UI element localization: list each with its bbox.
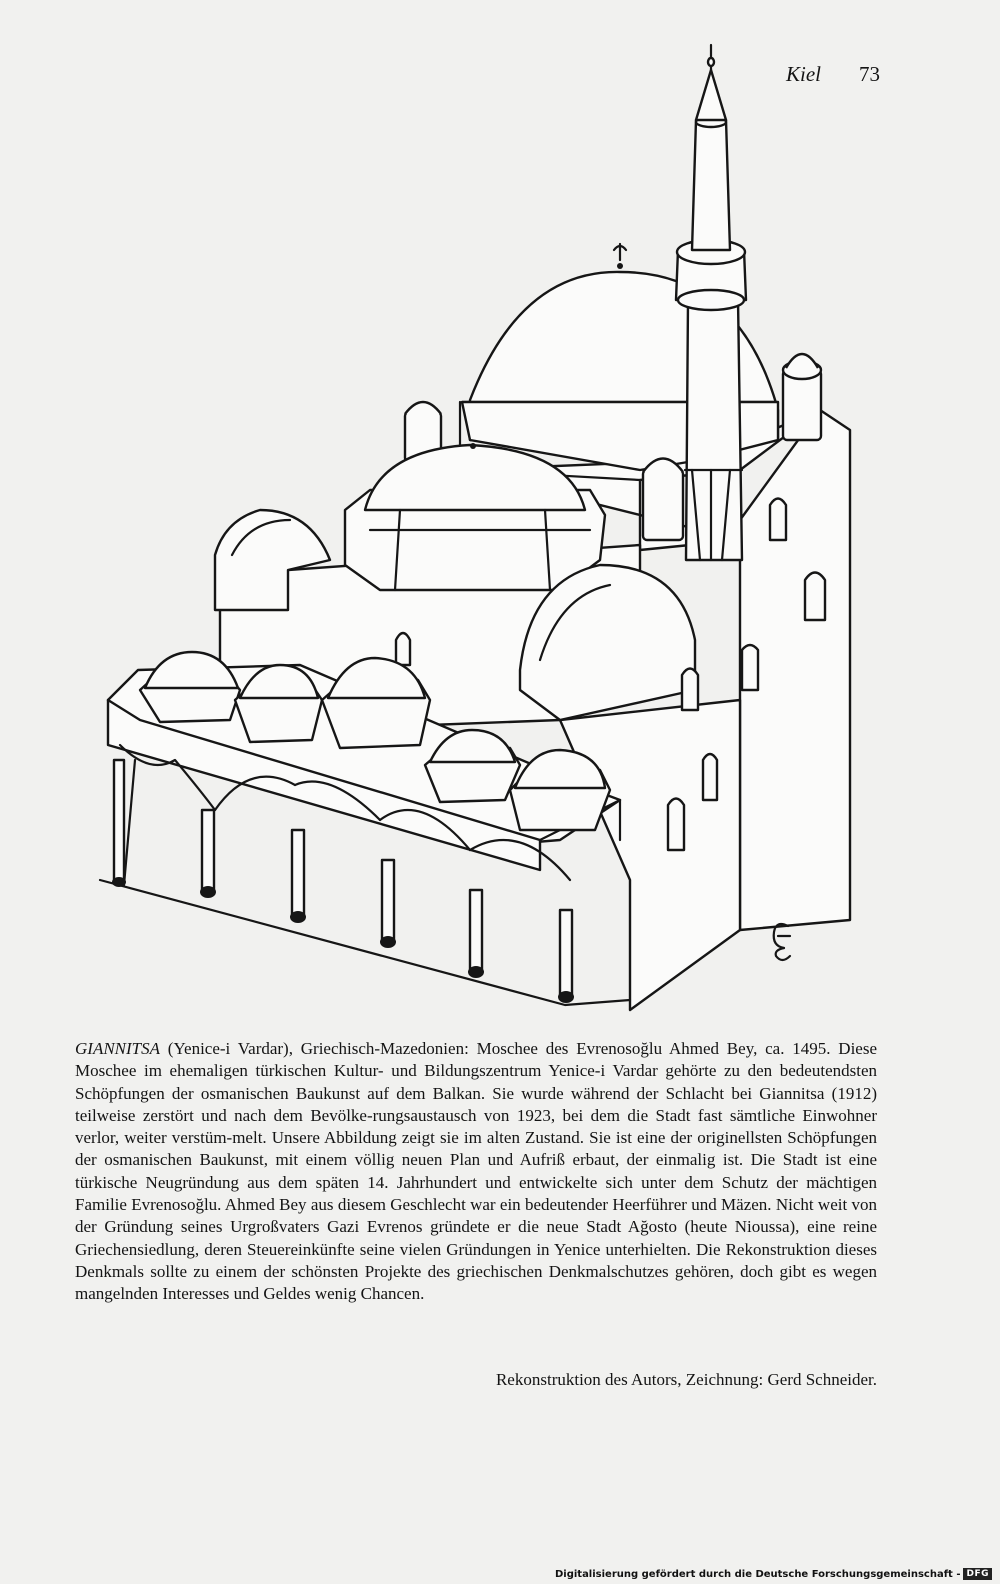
corner-turret-right — [783, 370, 821, 440]
central-window — [396, 633, 410, 665]
figure-caption — [75, 1038, 877, 1306]
page-number: 73 — [859, 62, 880, 86]
monogram-gs — [774, 924, 790, 960]
footer-text: Digitalisierung gefördert durch die Deutsche Forschungsgemeinschaft - — [554, 1568, 961, 1580]
caption-text: (Yenice-i Vardar), Griechisch-Mazedonien: Moschee des Evrenosoğlu Ahmed Bey, ca. 1495. Diese Moschee im ehemaligen türkischen Kultur- und Bildungszentrum Yenice-i Vardar gehörte zu den bedeutendsten Schöpfungen der osmanischen Baukunst auf dem Balkan. Sie wurde während der Schlacht bei Giannitsa (1912) teilweise zerstört und nach dem Bevölke-rungsaustausch von 1923, bei dem die Stadt fast sämtliche Einwohner verlor, weiter verstüm-melt. Unsere Abbildung zeigt sie im alten Zustand. Sie ist eine der originellsten Schöpfungen der osmanischen Baukunst, mit einem völlig neuen Plan und Aufriß erbaut, der einmalig ist. Die Stadt ist eine türkische Neugründung aus dem späten 14. Jahrhundert und entwickelte sich unter dem Schutz der mächtigen Familie Evrenosoğlu. Ahmed Bey aus diesem Geschlecht war ein bedeutender Heerführer und Mäzen. Nicht weit von der Gründung seines Urgroßvaters Gazi Evrenos gründete er die neue Stadt Ağosto (heute Nioussa), eine reine Griechensiedlung, deren Steuereinkünfte seine vielen Gründungen in Yenice unterhielten. Die Rekonstruktion dieses Denkmals sollte zu einem der schönsten Projekte des griechischen Denkmalschutzes gehören, doch gibt es wegen mangelnden Interesses und Geldes wenig Chancen. — [75, 1039, 877, 1304]
running-head-author: Kiel — [786, 62, 821, 86]
digitization-footer — [555, 1568, 992, 1580]
mosque-illustration — [60, 40, 940, 1020]
minaret-side-turret — [643, 470, 683, 540]
minaret — [676, 45, 746, 560]
main-block-front-wall — [560, 700, 740, 1010]
caption-place: GIANNITSA — [75, 1039, 160, 1058]
dfg-logo-icon: DFG — [963, 1568, 992, 1580]
caption-credit: Rekonstruktion des Autors, Zeichnung: Gerd Schneider. — [495, 1370, 877, 1389]
